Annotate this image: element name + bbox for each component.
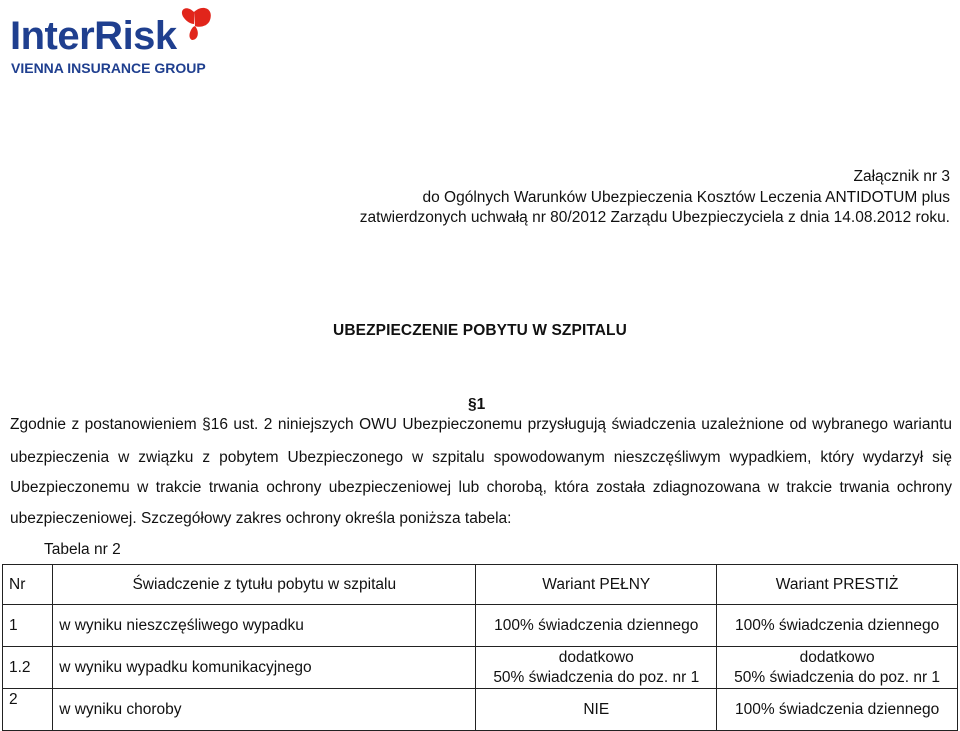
row-variant-pelny-line-1: dodatkowo	[558, 648, 634, 666]
table-caption: Tabela nr 2	[44, 541, 121, 558]
butterfly-icon	[182, 8, 211, 40]
annex-line-2: zatwierdzonych uchwałą nr 80/2012 Zarządu Ubezpieczyciela z dnia 14.08.2012 roku.	[359, 209, 950, 226]
row-nr: 1	[3, 605, 53, 647]
logo-group-text: VIENNA INSURANCE GROUP	[11, 60, 206, 76]
row-nr: 1.2	[3, 647, 53, 689]
paragraph-line-4: ubezpieczeniowej. Szczegółowy zakres ochrony określa poniższa tabela:	[10, 510, 512, 527]
row-desc: w wyniku choroby	[53, 689, 476, 731]
row-nr: 2	[3, 689, 53, 731]
annex-title: Załącznik nr 3	[853, 168, 950, 185]
company-logo	[10, 4, 215, 76]
paragraph-mark: §1	[468, 396, 486, 413]
header-nr: Nr	[3, 565, 53, 605]
row-variant-pelny-line-2: 50% świadczenia do poz. nr 1	[493, 668, 700, 686]
row-variant-pelny: NIE	[476, 689, 717, 731]
row-variant-prestiz: 100% świadczenia dziennego	[717, 689, 958, 731]
header-variant-pelny: Wariant PEŁNY	[476, 565, 717, 605]
table-row	[3, 689, 958, 731]
table-row	[3, 605, 958, 647]
row-desc: w wyniku wypadku komunikacyjnego	[53, 647, 476, 689]
row-variant-pelny	[476, 647, 717, 689]
paragraph-line-1: Zgodnie z postanowieniem §16 ust. 2 niniejszych OWU Ubezpieczonemu przysługują świadczenia uzależnione od wybranego wariantu	[10, 416, 952, 433]
section-title: UBEZPIECZENIE POBYTU W SZPITALU	[333, 322, 627, 339]
annex-line-1: do Ogólnych Warunków Ubezpieczenia Kosztów Leczenia ANTIDOTUM plus	[422, 189, 950, 206]
row-variant-prestiz-line-1: dodatkowo	[799, 648, 875, 666]
row-variant-prestiz	[717, 647, 958, 689]
benefits-table	[2, 564, 958, 731]
header-benefit: Świadczenie z tytułu pobytu w szpitalu	[53, 565, 476, 605]
paragraph-line-2: ubezpieczenia w związku z pobytem Ubezpieczonego w szpitalu spowodowanym nieszczęśliwym wypadkiem, który wydarzył się	[10, 449, 952, 466]
row-variant-prestiz: 100% świadczenia dziennego	[717, 605, 958, 647]
row-desc: w wyniku nieszczęśliwego wypadku	[53, 605, 476, 647]
logo-brand-text: InterRisk	[10, 14, 177, 58]
row-variant-pelny: 100% świadczenia dziennego	[476, 605, 717, 647]
header-variant-prestiz: Wariant PRESTIŻ	[717, 565, 958, 605]
row-variant-prestiz-line-2: 50% świadczenia do poz. nr 1	[734, 668, 941, 686]
table-header-row	[3, 565, 958, 605]
table-row	[3, 647, 958, 689]
paragraph-line-3: Ubezpieczonemu w trakcie trwania ochrony ubezpieczeniowej lub chorobą, która została zdiagnozowana w trakcie trwania ochrony	[10, 479, 952, 496]
